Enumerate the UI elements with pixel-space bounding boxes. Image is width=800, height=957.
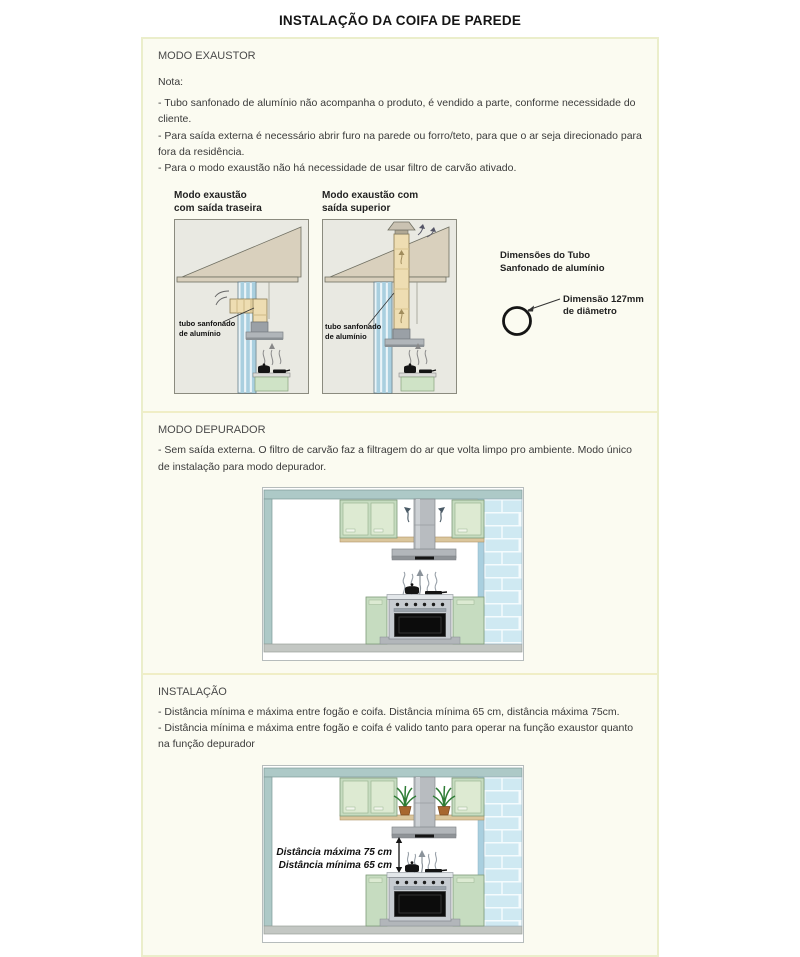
- diameter-label: de diâmetro: [563, 306, 617, 318]
- pointer-arrow-icon: [527, 306, 535, 312]
- tube-dimensions: [500, 190, 670, 348]
- tube-label: tubo sanfonado: [325, 322, 382, 332]
- stove: [380, 872, 460, 926]
- figure-caption: [322, 190, 457, 215]
- note-line: - Tubo sanfonado de alumínio não acompanha o produto, é vendido a parte, conforme necessidade do cliente.: [158, 97, 636, 126]
- brick-wall: [478, 777, 522, 926]
- note-line: - Distância mínima e máxima entre fogão e coifa. Distância mínima 65 cm, distância máxima 75cm.: [158, 705, 620, 718]
- tube-diameter-circle: [504, 308, 531, 335]
- left-wall: [264, 499, 272, 644]
- section-modo-exaustor: [143, 39, 657, 411]
- note-line: - Sem saída externa. O filtro de carvão faz a filtragem do ar que volta limpo pro ambiente. Modo único de instalação para modo depurador.: [158, 444, 632, 473]
- dimensions-title-line: Dimensões do Tubo: [500, 250, 591, 262]
- ceiling: [264, 490, 522, 499]
- diagrams-row: [174, 190, 642, 399]
- tube-label: de alumínio: [179, 329, 221, 339]
- floor: [264, 644, 522, 652]
- distance-max-label: Distância máxima 75 cm: [276, 846, 392, 858]
- kitchen-illustration-instalacao: [262, 765, 524, 943]
- ceiling: [264, 768, 522, 777]
- diagram-exaustao-traseira: [174, 219, 309, 394]
- figure-saida-superior: [322, 190, 457, 399]
- content-box: [141, 37, 659, 957]
- caption-line: Modo exaustão: [174, 190, 247, 202]
- note-line: - Distância mínima e máxima entre fogão e coifa é valido tanto para operar na função exaustor quanto na função depurador: [158, 722, 634, 751]
- dimensions-title: [500, 250, 670, 275]
- note-line: - Para saída externa é necessário abrir furo na parede ou forro/teto, para que o ar seja direcionado para fora da residência.: [158, 129, 642, 158]
- dimension-circle: [500, 283, 670, 343]
- tube-label: tubo sanfonado: [179, 319, 236, 329]
- caption-line: saída superior: [322, 202, 391, 214]
- instruction-page: [0, 13, 800, 871]
- left-wall: [264, 777, 272, 926]
- page-title: INSTALAÇÃO DA COIFA DE PAREDE: [278, 13, 522, 28]
- section-modo-depurador: [143, 411, 657, 673]
- caption-line: Modo exaustão com: [322, 190, 419, 202]
- section-heading: MODO EXAUSTOR: [158, 50, 256, 62]
- kitchen-illustration-depurador: [262, 487, 524, 661]
- section-heading: INSTALAÇÃO: [158, 685, 227, 698]
- section-instalacao: [143, 673, 657, 955]
- section-heading: MODO DEPURADOR: [158, 424, 266, 437]
- note-line: - Para o modo exaustão não há necessidade de usar filtro de carvão ativado.: [158, 162, 517, 175]
- tube-label: de alumínio: [325, 332, 367, 342]
- note-label: Nota:: [158, 76, 184, 88]
- floor: [264, 926, 522, 934]
- dimensions-title-line: Sanfonado de alumínio: [500, 262, 605, 274]
- vertical-duct: [394, 234, 409, 329]
- figure-saida-traseira: [174, 190, 309, 399]
- figure-caption: [174, 190, 309, 215]
- brick-wall: [478, 499, 522, 644]
- diameter-label: Dimensão 127mm: [563, 294, 644, 306]
- diagram-exaustao-superior: [322, 219, 457, 394]
- caption-line: com saída traseira: [174, 202, 262, 214]
- distance-min-label: Distância mínima 65 cm: [278, 859, 392, 871]
- stove: [380, 594, 460, 644]
